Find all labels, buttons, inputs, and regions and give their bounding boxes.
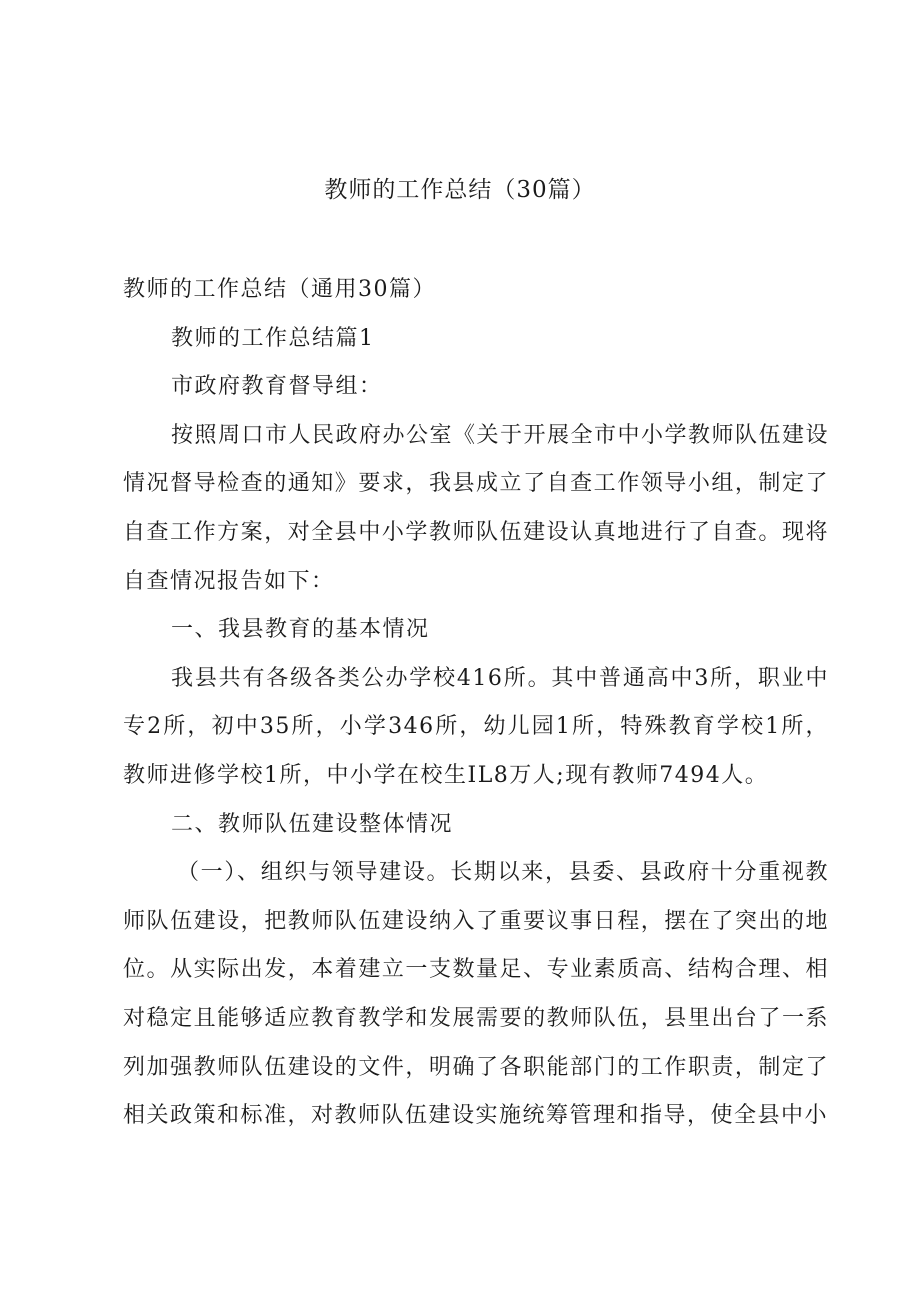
section-heading-team-building: 二、教师队伍建设整体情况: [171, 811, 454, 837]
section-heading-basic-situation: 一、我县教育的基本情况: [171, 617, 430, 643]
salutation-paragraph: 市政府教育督导组：: [171, 374, 383, 400]
document-title: 教师的工作总结（30篇）: [324, 177, 596, 203]
body-paragraph: 按照周口市人民政府办公室《关于开展全市中小学教师队伍建设情况督导检查的通知》要求，我县成立了自查工作领导小组，制定了自查工作方案，对全县中小学教师队伍建设认真地进行了自查。现将自查情况报告如下：: [123, 422, 830, 594]
section-heading-1: 教师的工作总结篇1: [171, 325, 375, 351]
document-body: [123, 266, 829, 1141]
body-paragraph: （一）、组织与领导建设。长期以来，县委、县政府十分重视教师队伍建设，把教师队伍建设纳入了重要议事日程，摆在了突出的地位。从实际出发，本着建立一支数量足、专业素质高、结构合理、相对稳定且能够适应教育教学和发展需要的教师队伍，县里出台了一系列加强教师队伍建设的文件，明确了各职能部门的工作职责，制定了相关政策和标准，对教师队伍建设实施统筹管理和指导，使全县中小: [123, 860, 829, 1129]
body-paragraph: 我县共有各级各类公办学校416所。其中普通高中3所，职业中专2所，初中35所，小学346所，幼儿园1所，特殊教育学校1所，教师进修学校1所，中小学在校生IL8万人;现有教师7494人。: [123, 665, 829, 788]
subtitle-paragraph: 教师的工作总结（通用30篇）: [123, 277, 436, 302]
